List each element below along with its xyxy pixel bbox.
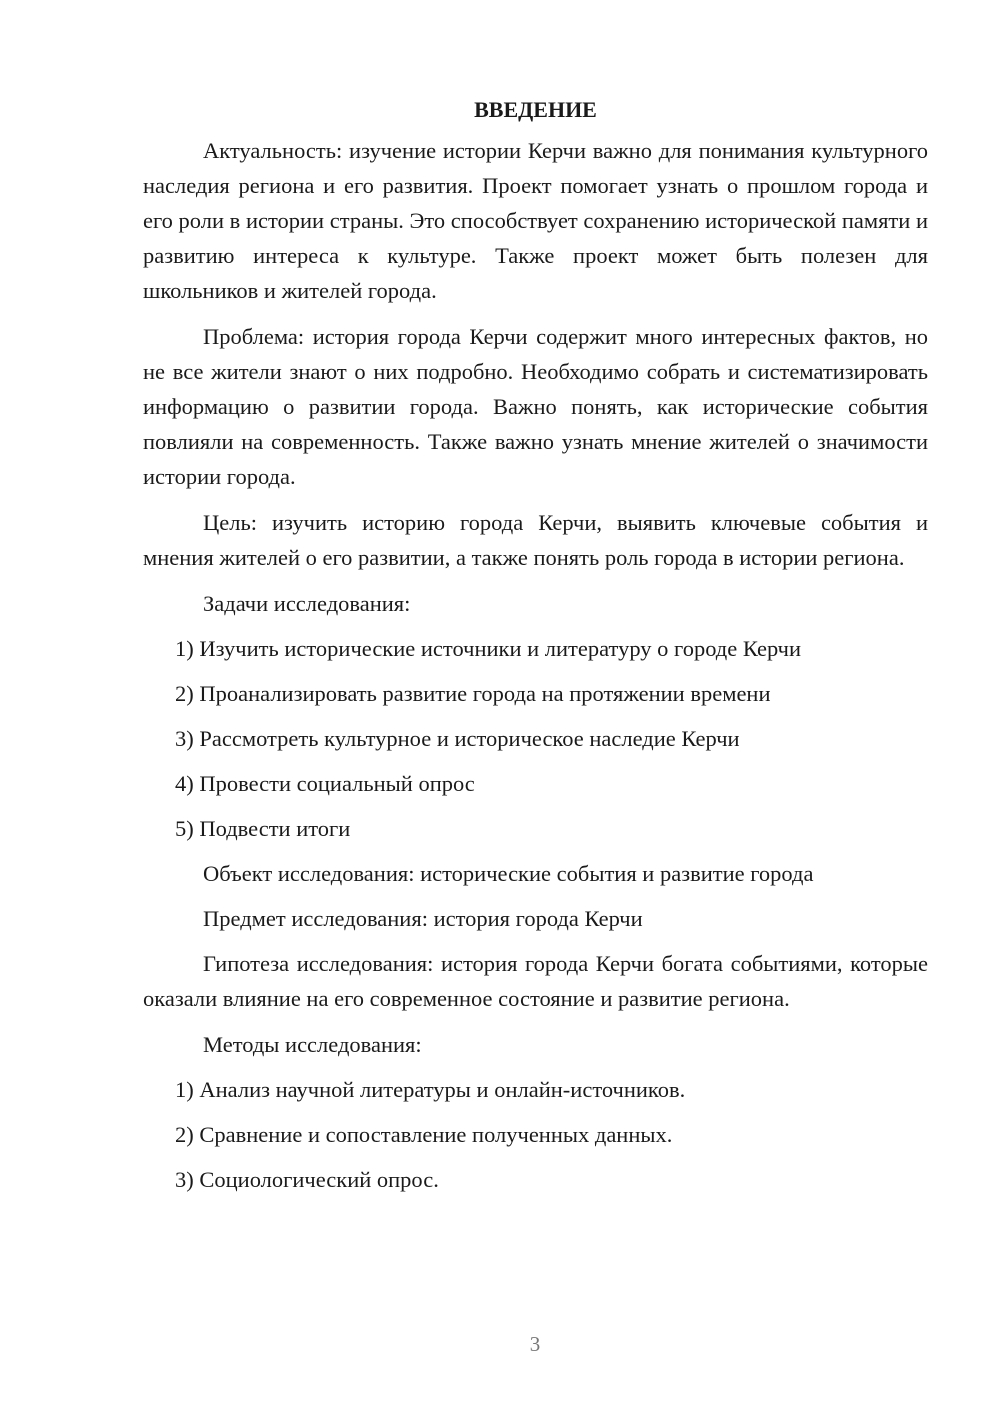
task-item: 4) Провести социальный опрос	[175, 771, 475, 796]
goal-paragraph: Цель: изучить историю города Керчи, выявить ключевые события и мнения жителей о его развитии, а также понять роль города в истории региона.	[143, 510, 928, 570]
methods-heading: Методы исследования:	[203, 1032, 422, 1057]
tasks-heading: Задачи исследования:	[203, 591, 411, 616]
object-line: Объект исследования: исторические события и развитие города	[203, 861, 814, 886]
subject-line: Предмет исследования: история города Керчи	[203, 906, 643, 931]
page-number: 3	[529, 1332, 541, 1356]
methods-list	[143, 1072, 928, 1197]
method-item: 1) Анализ научной литературы и онлайн-источников.	[175, 1077, 686, 1102]
page-title: ВВЕДЕНИЕ	[474, 97, 597, 122]
problem-paragraph: Проблема: история города Керчи содержит много интересных фактов, но не все жители знают о них подробно. Необходимо собрать и систематизировать информацию о развитии города. Важно понять, как исторические события повлияли на современность. Также важно узнать мнение жителей о значимости истории города.	[143, 324, 928, 489]
document-page	[143, 92, 928, 1207]
task-item: 2) Проанализировать развитие города на протяжении времени	[175, 681, 771, 706]
method-item: 3) Социологический опрос.	[175, 1167, 439, 1192]
task-item: 3) Рассмотреть культурное и историческое наследие Керчи	[175, 726, 740, 751]
hypothesis-paragraph: Гипотеза исследования: история города Керчи богата событиями, которые оказали влияние на его современное состояние и развитие региона.	[143, 951, 928, 1011]
tasks-list	[143, 631, 928, 846]
task-item: 1) Изучить исторические источники и литературу о городе Керчи	[175, 636, 802, 661]
relevance-paragraph: Актуальность: изучение истории Керчи важно для понимания культурного наследия региона и его развития. Проект помогает узнать о прошлом города и его роли в истории страны. Это способствует сохранению исторической памяти и развитию интереса к культуре. Также проект может быть полезен для школьников и жителей города.	[143, 138, 928, 303]
method-item: 2) Сравнение и сопоставление полученных данных.	[175, 1122, 673, 1147]
task-item: 5) Подвести итоги	[175, 816, 351, 841]
